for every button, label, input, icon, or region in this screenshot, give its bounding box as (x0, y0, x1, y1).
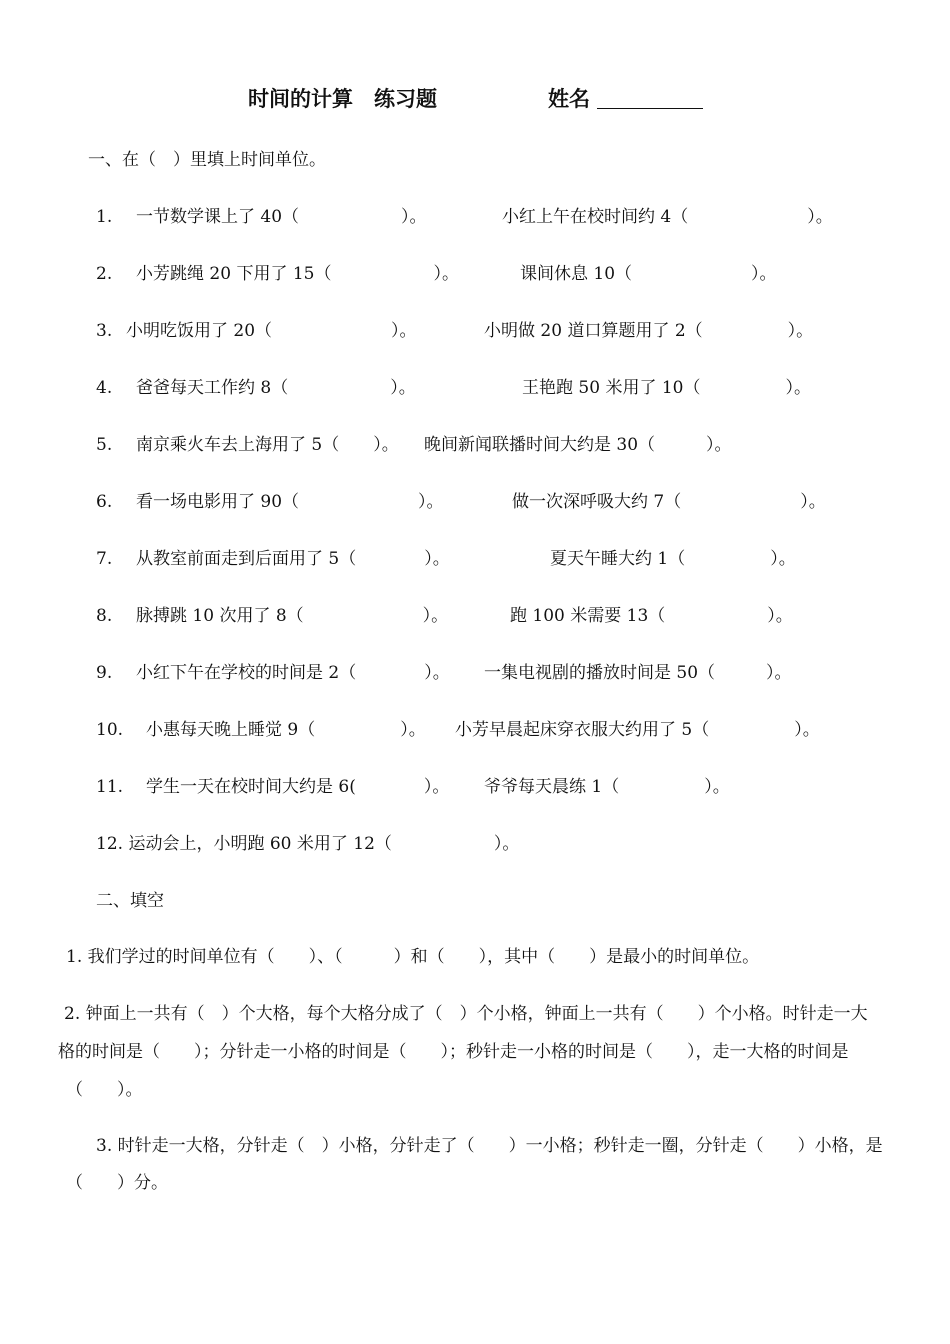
item-number: 4. (96, 378, 113, 398)
item-right: 晚间新闻联播时间大约是 30（ ）。 (424, 435, 732, 455)
item-left: 小红下午在学校的时间是 2（ ）。 (136, 663, 450, 683)
item-number: 7. (96, 549, 113, 569)
item-right: 夏天午睡大约 1（ ）。 (550, 549, 796, 569)
item-right: 小芳早晨起床穿衣服大约用了 5（ ）。 (455, 720, 820, 740)
fill-question-2-line2: 格的时间是（ ）；分针走一小格的时间是（ ）；秒针走一小格的时间是（ ），走一大格的时间是 (58, 1042, 849, 1062)
item-number: 9. (96, 663, 113, 683)
item-left: 小惠每天晚上睡觉 9（ ）。 (146, 720, 426, 740)
item-number: 1. (96, 207, 113, 227)
item-left: 南京乘火车去上海用了 5（ ）。 (136, 435, 399, 455)
item-number: 10. (96, 720, 124, 740)
page-title: 时间的计算 练习题 (248, 87, 437, 111)
item-left: 从教室前面走到后面用了 5（ ）。 (136, 549, 450, 569)
item-right: 一集电视剧的播放时间是 50（ ）。 (484, 663, 792, 683)
fill-question-2-line1: 2. 钟面上一共有（ ）个大格，每个大格分成了（ ）个小格，钟面上一共有（ ）个小格。时针走一大 (64, 1004, 868, 1024)
item-right: 王艳跑 50 米用了 10（ ）。 (522, 378, 811, 398)
name-blank-line[interactable] (597, 108, 703, 109)
item-left: 小明吃饭用了 20（ ）。 (126, 321, 417, 341)
item-left: 学生一天在校时间大约是 6( ）。 (146, 777, 450, 797)
item-left: 小芳跳绳 20 下用了 15（ ）。 (136, 264, 459, 284)
fill-question-3-line2: （ ）分。 (66, 1173, 168, 1193)
item-right: 课间休息 10（ ）。 (520, 264, 777, 284)
item-number: 2. (96, 264, 113, 284)
item-right: 跑 100 米需要 13（ ）。 (510, 606, 793, 626)
item-number: 5. (96, 435, 113, 455)
item-12: 12. 运动会上，小明跑 60 米用了 12（ ）。 (96, 834, 520, 854)
item-number: 8. (96, 606, 113, 626)
item-number: 11. (96, 777, 124, 797)
item-left: 一节数学课上了 40（ ）。 (136, 207, 427, 227)
item-number: 6. (96, 492, 113, 512)
item-left: 爸爸每天工作约 8（ ）。 (136, 378, 416, 398)
item-left: 看一场电影用了 90（ ）。 (136, 492, 444, 512)
item-left: 脉搏跳 10 次用了 8（ ）。 (136, 606, 449, 626)
item-right: 小红上午在校时间约 4（ ）。 (502, 207, 833, 227)
section2-heading: 二、填空 (96, 891, 164, 911)
fill-question-2-line3: （ ）。 (66, 1080, 143, 1100)
fill-question-3-line1: 3. 时针走一大格，分针走（ ）小格，分针走了（ ）一小格；秒针走一圈，分针走（ ）小格，是 (96, 1136, 883, 1156)
item-number: 3. (96, 321, 113, 341)
item-right: 小明做 20 道口算题用了 2（ ）。 (484, 321, 814, 341)
item-right: 爷爷每天晨练 1（ ）。 (484, 777, 730, 797)
item-right: 做一次深呼吸大约 7（ ）。 (512, 492, 826, 512)
section1-heading: 一、在（ ）里填上时间单位。 (88, 150, 326, 170)
name-label: 姓名 (548, 87, 590, 111)
fill-question-1: 1. 我们学过的时间单位有（ ）、（ ）和（ ），其中（ ）是最小的时间单位。 (66, 947, 760, 967)
